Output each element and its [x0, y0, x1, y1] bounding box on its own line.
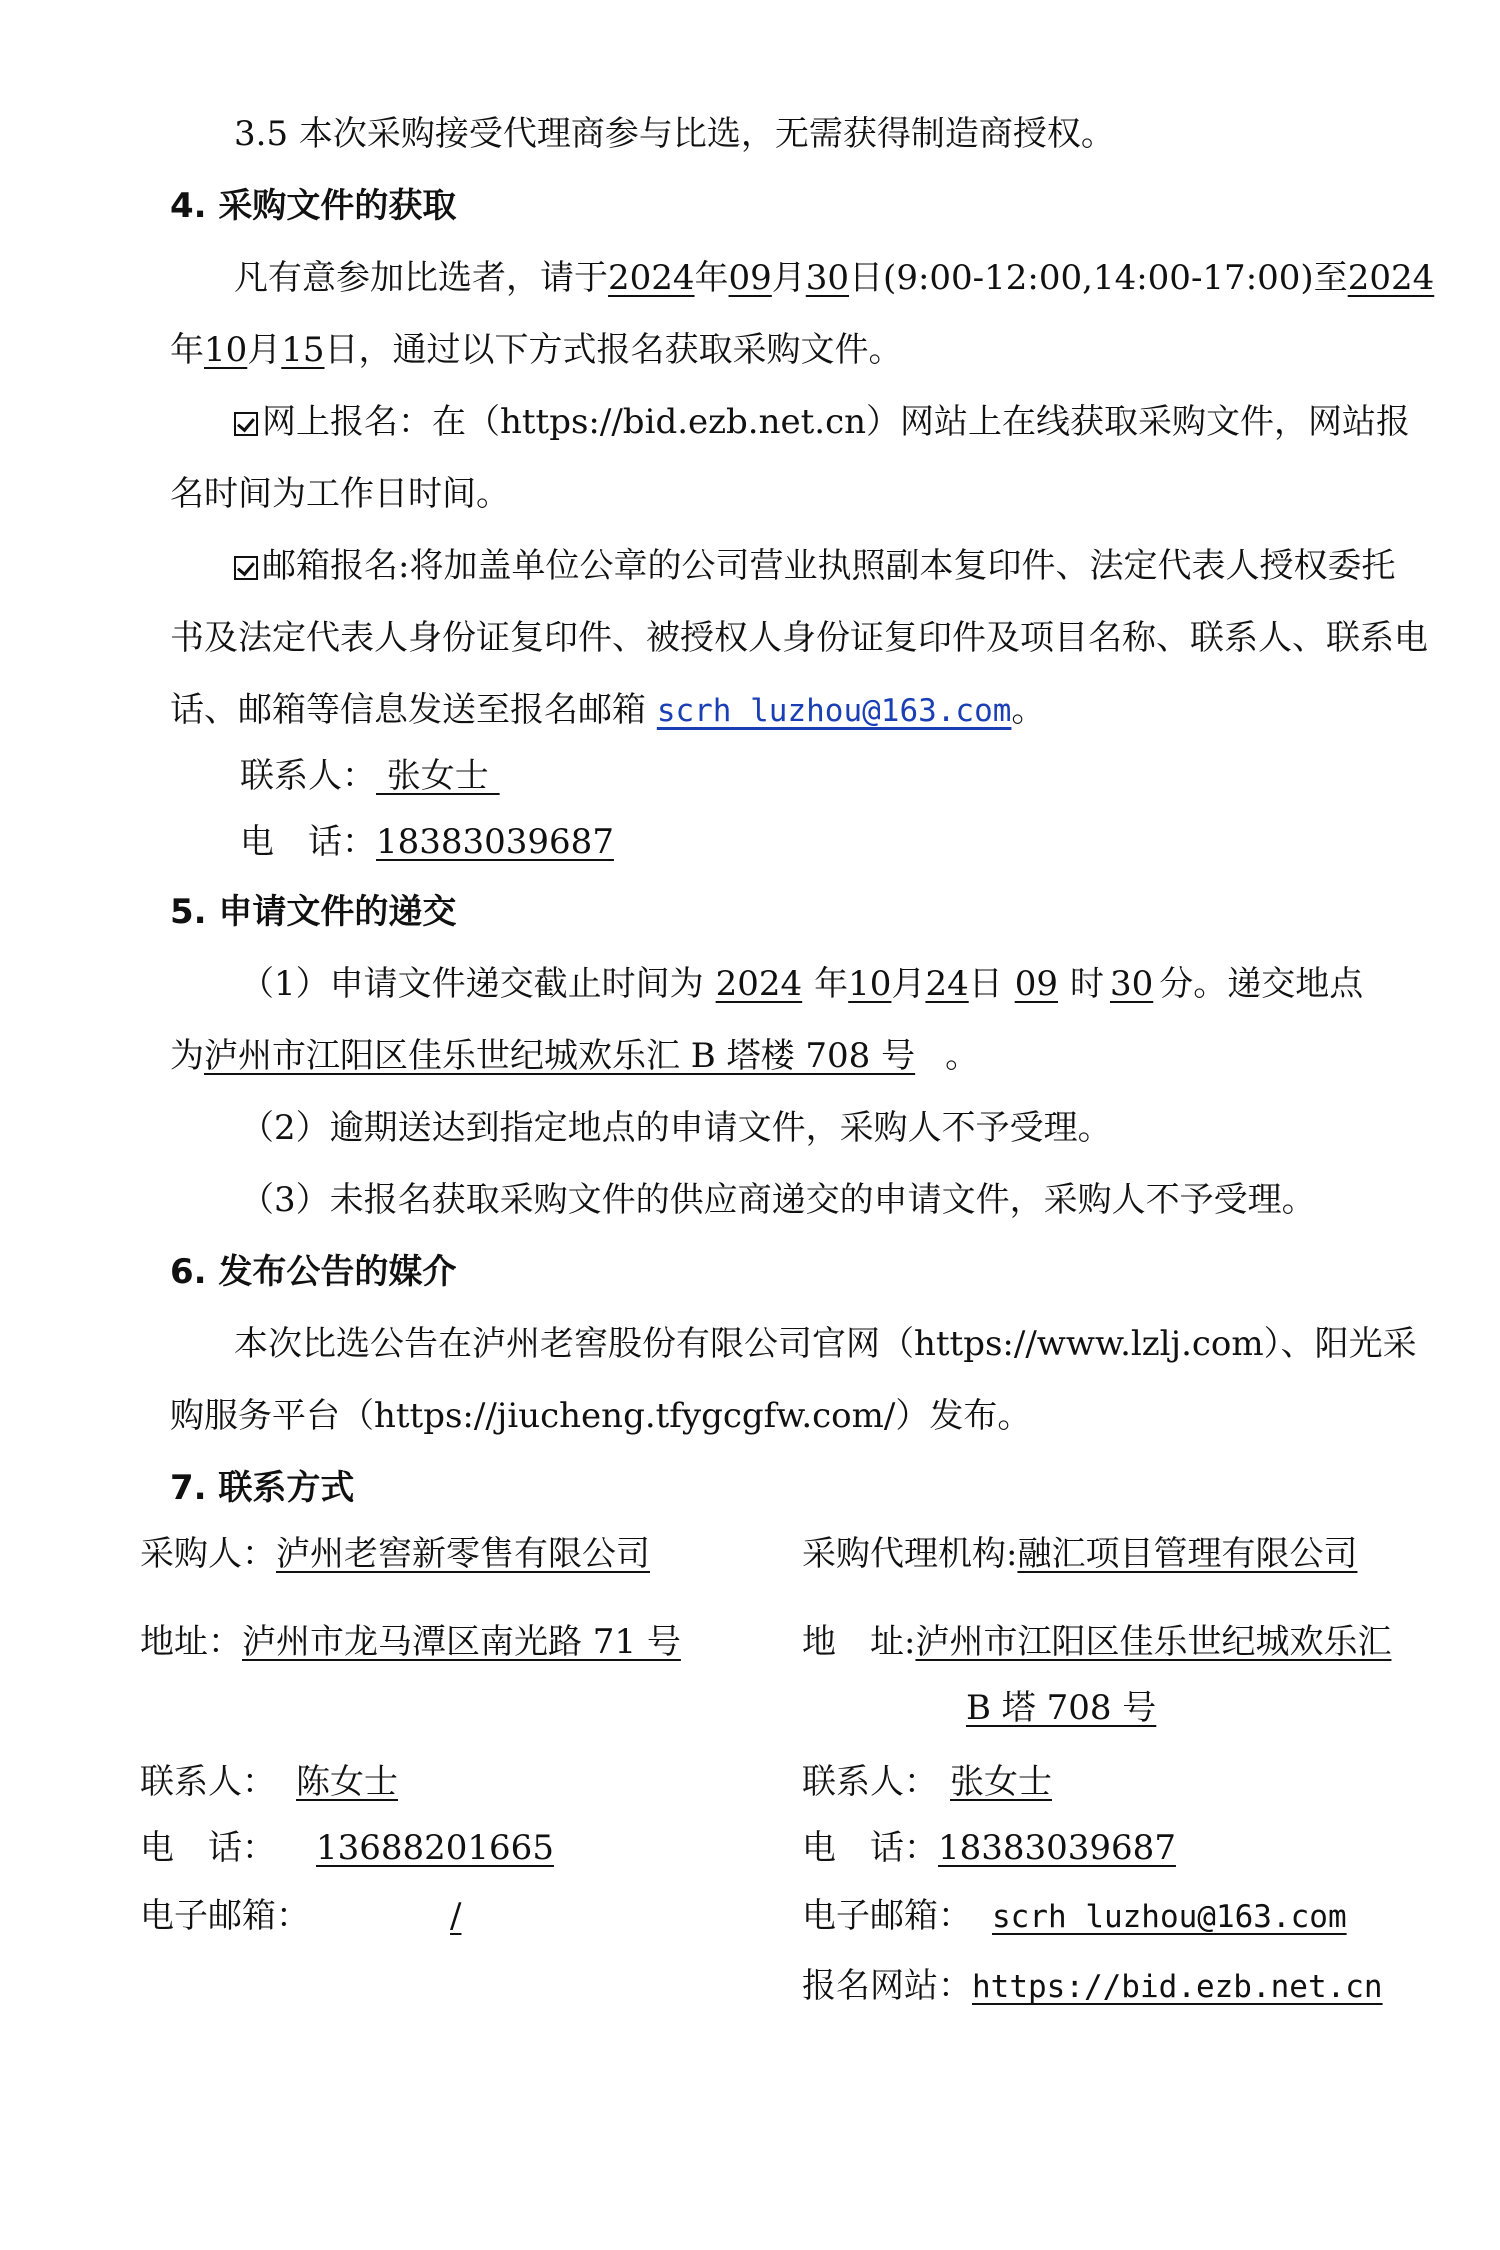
- sec4-phone-value: 18383039687: [376, 822, 614, 862]
- sec4-contact-value: 张女士: [376, 756, 500, 796]
- start-year: 2024: [608, 258, 695, 298]
- media-line1: 本次比选公告在泸州老窖股份有限公司官网（https://www.lzlj.com）、阳光采: [234, 1324, 1417, 1364]
- sec4-contact: 联系人： 张女士: [240, 756, 500, 796]
- agency-address-row: 地 址:泸州市江阳区佳乐世纪城欢乐汇: [802, 1622, 1392, 1662]
- registration-email-link[interactable]: scrh luzhou@163.com: [656, 693, 1012, 729]
- hours-text: 日(9:00-12:00,14:00-17:00)至: [849, 258, 1348, 298]
- clause-3-5: 3.5 本次采购接受代理商参与比选，无需获得制造商授权。: [234, 114, 1115, 154]
- buyer-contact: 陈女士: [296, 1762, 398, 1802]
- agency-email-row: 电子邮箱： scrh luzhou@163.com: [802, 1894, 1367, 1939]
- email-registration-line3: 话、邮箱等信息发送至报名邮箱 scrh luzhou@163.com。: [170, 690, 1046, 730]
- registration-site-link[interactable]: https://bid.ezb.net.cn: [972, 1969, 1383, 2005]
- submission-address-line: 为泸州市江阳区佳乐世纪城欢乐汇 B 塔楼 708 号 。: [170, 1036, 980, 1076]
- end-day: 15: [281, 330, 325, 370]
- start-month: 09: [728, 258, 772, 298]
- late-submission-rule: （2）逾期送达到指定地点的申请文件，采购人不予受理。: [240, 1108, 1112, 1148]
- online-registration-line2: 名时间为工作日时间。: [170, 474, 510, 514]
- deadline-line: （1）申请文件递交截止时间为 2024 年10月24日 09 时 30 分。递交地点: [240, 964, 1364, 1004]
- section-7-title: 7. 联系方式: [170, 1468, 355, 1508]
- agency-email[interactable]: scrh luzhou@163.com: [992, 1899, 1347, 1935]
- agency-phone: 18383039687: [938, 1828, 1176, 1868]
- deadline-day: 24: [925, 964, 969, 1004]
- checkbox-checked-icon: [234, 556, 258, 580]
- section-6-title: 6. 发布公告的媒介: [170, 1252, 457, 1292]
- agency-row: 采购代理机构:融汇项目管理有限公司: [802, 1534, 1358, 1574]
- email-registration-line1: 邮箱报名:将加盖单位公章的公司营业执照副本复印件、法定代表人授权委托: [234, 544, 1395, 588]
- buyer-address: 泸州市龙马潭区南光路 71 号: [242, 1622, 681, 1662]
- agency-name: 融汇项目管理有限公司: [1017, 1534, 1358, 1574]
- registration-site-row: 报名网站：https://bid.ezb.net.cn: [802, 1966, 1383, 2006]
- end-month: 10: [204, 330, 248, 370]
- deadline-year: 2024: [715, 964, 803, 1004]
- checkbox-checked-icon: [234, 412, 258, 436]
- agency-phone-row: 电 话：18383039687: [802, 1826, 1186, 1870]
- buyer-email-row: 电子邮箱： /: [140, 1894, 611, 1938]
- sec4-paragraph-line1: 凡有意参加比选者，请于2024年09月30日(9:00-12:00,14:00-17:00)至2024: [234, 258, 1435, 298]
- buyer-address-row: 地址：泸州市龙马潭区南光路 71 号: [140, 1622, 681, 1662]
- buyer-row: 采购人：泸州老窖新零售有限公司: [140, 1532, 680, 1576]
- buyer-email: /: [450, 1896, 462, 1936]
- agency-contact-row: 联系人： 张女士: [802, 1760, 1064, 1804]
- buyer-phone-row: 电 话： 13688201665: [140, 1826, 584, 1870]
- sec4-paragraph-line2: 年10月15日，通过以下方式报名获取采购文件。: [170, 330, 903, 370]
- email-registration-line2: 书及法定代表人身份证复印件、被授权人身份证复印件及项目名称、联系人、联系电: [170, 618, 1428, 658]
- buyer-contact-row: 联系人： 陈女士: [140, 1760, 498, 1804]
- start-day: 30: [805, 258, 850, 298]
- agency-address-line1: 泸州市江阳区佳乐世纪城欢乐汇: [915, 1622, 1392, 1662]
- submission-address: 泸州市江阳区佳乐世纪城欢乐汇 B 塔楼 708 号: [204, 1036, 916, 1076]
- unregistered-supplier-rule: （3）未报名获取采购文件的供应商递交的申请文件，采购人不予受理。: [240, 1180, 1316, 1220]
- section-4-title: 4. 采购文件的获取: [170, 186, 457, 226]
- deadline-month: 10: [848, 964, 892, 1004]
- section-5-title: 5. 申请文件的递交: [170, 892, 457, 932]
- agency-address-line2: B 塔 708 号: [966, 1688, 1157, 1728]
- online-registration-line1: 网上报名：在（https://bid.ezb.net.cn）网站上在线获取采购文件，网站报: [234, 400, 1410, 444]
- sec4-phone: 电 话：18383039687: [240, 822, 614, 862]
- buyer-phone: 13688201665: [316, 1828, 554, 1868]
- deadline-minute: 30: [1109, 964, 1154, 1004]
- buyer-name: 泸州老窖新零售有限公司: [276, 1534, 650, 1574]
- agency-contact: 张女士: [950, 1762, 1052, 1802]
- media-line2: 购服务平台（https://jiucheng.tfygcgfw.com/）发布。: [170, 1396, 1032, 1436]
- deadline-hour: 09: [1014, 964, 1058, 1004]
- end-year: 2024: [1347, 258, 1435, 298]
- agency-address-line2-row: [966, 1686, 1196, 1730]
